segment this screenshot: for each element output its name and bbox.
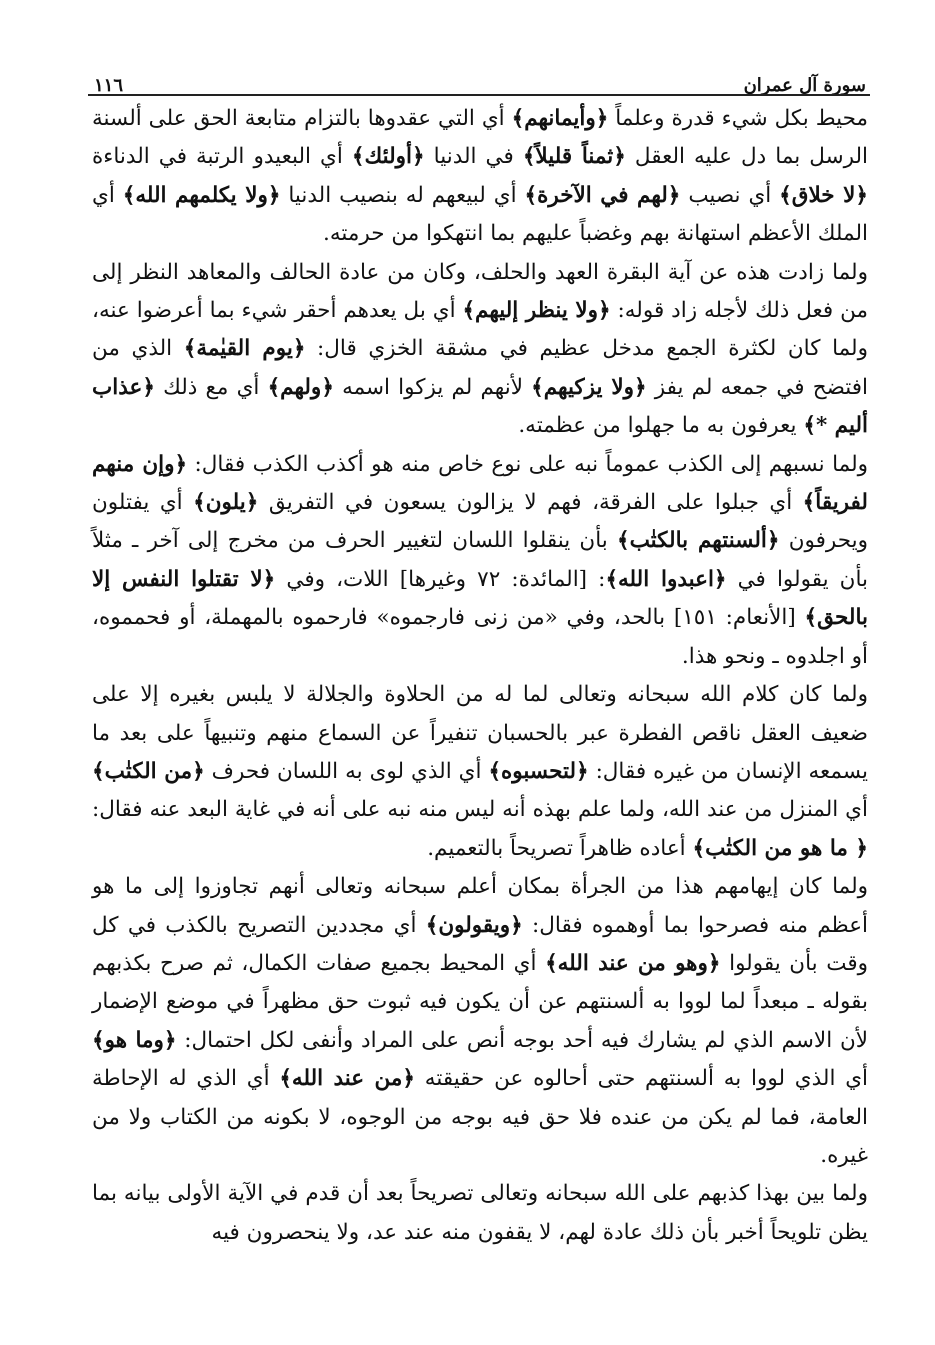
quran-citation: ﴿من الكتٰب﴾: [92, 758, 205, 784]
paragraph: ولما كان إيهامهم هذا من الجرأة بمكان أعلم سبحانه وتعالى أنهم تجاوزوا إلى ما هو أعظم منه فصرحوا بما أوهموه فقال: ﴿ويقولون﴾ أي مجددين التصريح بالكذب في كل وقت بأن يقولوا ﴿وهو من عند الله﴾ أي المحيط بجميع صفات الكمال، ثم صرح بكذبهم بقوله ـ مبعداً لما لووا به ألسنتهم عن أن يكون فيه ثبوت حق مظهراً في موضع الإضمار لأن الاسم الذي لم يشارك فيه أحد بوجه أنص على المراد وأنفى لكل احتمال: ﴿وما هو﴾ أي الذي لووا به ألسنتهم حتى أحالوه عن حقيقته ﴿من عند الله﴾ أي الذي له الإحاطة العامة، فما لم يكن من عنده فلا حق فيه بوجه من الوجوه، لا بكونه من الكتاب ولا من غيره.: [92, 874, 869, 1168]
surah-title: سورة آل عمران: [743, 75, 866, 96]
quran-citation: ﴿ولهم﴾: [267, 374, 334, 400]
quran-citation: ﴿لتحسبوه﴾: [488, 758, 589, 784]
quran-citation: ﴿وإن منهم لفريقاً﴾: [92, 451, 868, 516]
quran-citation: ﴿يوم القيٰمة﴾: [183, 336, 306, 362]
quran-citation: ﴿ألسنتهم بالكتٰب﴾: [616, 528, 780, 554]
quran-citation: ﴿ويقولون﴾: [425, 912, 523, 938]
quran-citation: ﴿أولئك﴾: [351, 144, 425, 170]
quran-citation: ﴿من عند الله﴾: [279, 1066, 416, 1092]
page-number: ١١٦: [94, 75, 124, 96]
quran-citation: ﴿ ما هو من الكتٰب﴾: [692, 835, 868, 861]
quran-citation: ﴿اعبدوا الله﴾: [605, 566, 727, 592]
quran-citation: ﴿ولا يكلمهم الله﴾: [122, 182, 281, 208]
header-rule: [88, 94, 870, 96]
paragraph: ولما بين بهذا كذبهم على الله سبحانه وتعالى تصريحاً بعد أن قدم في الآية الأولى بيانه بما يظن تلويحاً أخبر بأن ذلك عادة لهم، لا يقفون منه عند عد، ولا ينحصرون فيه: [92, 1181, 868, 1245]
quran-citation: ﴿ولا يزكيهم﴾: [531, 374, 647, 400]
quran-citation: ﴿وأيمانهم﴾: [511, 106, 609, 131]
running-header: [92, 56, 868, 96]
quran-citation: ﴿لا تقتلوا النفس إلا بالحق﴾: [92, 566, 868, 631]
quran-citation: ﴿لا خلاق﴾: [779, 182, 868, 208]
paragraph: ولما زادت هذه عن آية البقرة العهد والحلف، وكان من عادة الحالف والمعاهد النظر إلى من فعل ذلك لأجله زاد قوله: ﴿ولا ينظر إليهم﴾ أي بل يعدهم أحقر شيء بما أعرضوا عنه، ولما كان لكثرة الجمع مدخل عظيم في مشقة الخزي قال: ﴿يوم القيٰمة﴾ الذي من افتضح في جمعه لم يفز ﴿ولا يزكيهم﴾ لأنهم لم يزكوا اسمه ﴿ولهم﴾ أي مع ذلك ﴿عذاب أليم *﴾ يعرفون به ما جهلوا من عظمته.: [92, 259, 868, 439]
quran-citation: ﴿ثمناً قليلاً﴾: [522, 144, 626, 170]
quran-citation: ﴿ولا ينظر إليهم﴾: [462, 298, 611, 324]
paragraph: محيط بكل شيء قدرة وعلماً ﴿وأيمانهم﴾ أي التي عقدوها بالتزام متابعة الحق على ألسنة الرسل بما دل عليه العقل ﴿ثمناً قليلاً﴾ في الدنيا ﴿أولئك﴾ أي البعيدو الرتبة في الدناءة ﴿لا خلاق﴾ أي نصيب ﴿لهم في الآخرة﴾ أي لبيعهم له بنصيب الدنيا ﴿ولا يكلمهم الله﴾ أي الملك الأعظم استهانة بهم وغضباً عليهم بما انتهكوا من حرمته.: [92, 106, 869, 247]
quran-citation: ﴿لهم في الآخرة﴾: [524, 182, 681, 208]
paragraph: ولما نسبهم إلى الكذب عموماً نبه على نوع خاص منه هو أكذب الكذب فقال: ﴿وإن منهم لفريقاً﴾ أي جبلوا على الفرقة، فهم لا يزالون يسعون في التفريق ﴿يلون﴾ أي يفتلون ويحرفون ﴿ألسنتهم بالكتٰب﴾ بأن ينقلوا اللسان لتغيير الحرف من مخرج إلى آخر ـ مثلاً بأن يقولوا في ﴿اعبدوا الله﴾: [المائدة: ٧٢ وغيرها] اللات، وفي ﴿لا تقتلوا النفس إلا بالحق﴾ [الأنعام: ١٥١] بالحد، وفي «من زنى فارجموه» فارحموه بالمهملة، أو فحمموه، أو اجلدوه ـ ونحو هذا.: [92, 451, 869, 669]
quran-citation: ﴿وهو من عند الله﴾: [545, 950, 721, 976]
quran-citation: ﴿وما هو﴾: [92, 1027, 177, 1053]
paragraph: ولما كان كلام الله سبحانه وتعالى لما له من الحلاوة والجلالة لا يلبس بغيره إلا على ضعيف العقل ناقص الفطرة عبر بالحسبان تنفيراً عن السماع منهم وتنبيهاً على بعد ما يسمعه الإنسان من غيره فقال: ﴿لتحسبوه﴾ أي الذي لوى به اللسان فحرف ﴿من الكتٰب﴾ أي المنزل من عند الله، ولما علم بهذه أنه ليس منه نبه على أنه في غاية البعد عنه فقال: ﴿ ما هو من الكتٰب﴾ أعاده ظاهراً تصريحاً بالتعميم.: [92, 682, 869, 861]
quran-citation: ﴿يلون﴾: [193, 490, 259, 516]
quran-citation: ﴿عذاب أليم *﴾: [92, 374, 868, 439]
tafsir-body: [92, 100, 868, 1252]
